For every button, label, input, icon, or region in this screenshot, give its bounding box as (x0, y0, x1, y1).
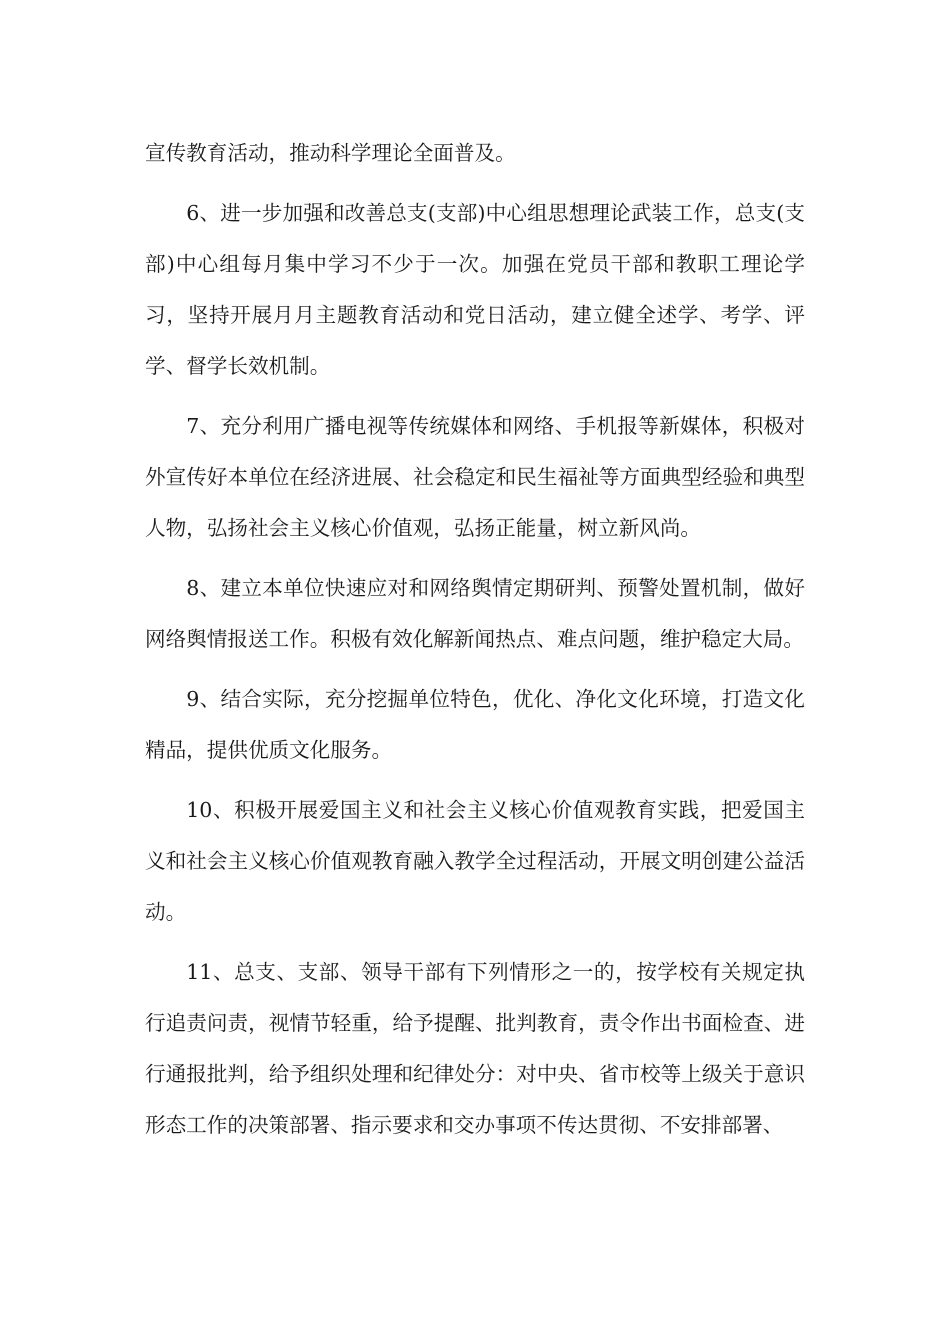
paragraph-item-7: 7、充分利用广播电视等传统媒体和网络、手机报等新媒体，积极对外宣传好本单位在经济进展、社会稳定和民生福祉等方面典型经验和典型人物，弘扬社会主义核心价值观，弘扬正能量，树立新风尚。 (145, 414, 805, 540)
paragraph-item-6: 6、进一步加强和改善总支(支部)中心组思想理论武装工作，总支(支部)中心组每月集中学习不少于一次。加强在党员干部和教职工理论学习，坚持开展月月主题教育活动和党日活动，建立健全述学、考学、评学、督学长效机制。 (145, 201, 805, 378)
paragraph-continuation: 宣传教育活动，推动科学理论全面普及。 (145, 141, 516, 165)
paragraph-item-9: 9、结合实际，充分挖掘单位特色，优化、净化文化环境，打造文化精品，提供优质文化服务。 (145, 687, 805, 762)
document-body (145, 128, 805, 1151)
paragraph-item-11: 11、总支、支部、领导干部有下列情形之一的，按学校有关规定执行追责问责，视情节轻重，给予提醒、批判教育，责令作出书面检查、进行通报批判，给予组织处理和纪律处分：对中央、省市校等上级关于意识形态工作的决策部署、指示要求和交办事项不传达贯彻、不安排部署、 (145, 960, 805, 1137)
paragraph-item-10: 10、积极开展爱国主义和社会主义核心价值观教育实践，把爱国主义和社会主义核心价值观教育融入教学全过程活动，开展文明创建公益活动。 (145, 798, 805, 924)
paragraph-item-8: 8、建立本单位快速应对和网络舆情定期研判、预警处置机制，做好网络舆情报送工作。积极有效化解新闻热点、难点问题，维护稳定大局。 (145, 576, 805, 651)
